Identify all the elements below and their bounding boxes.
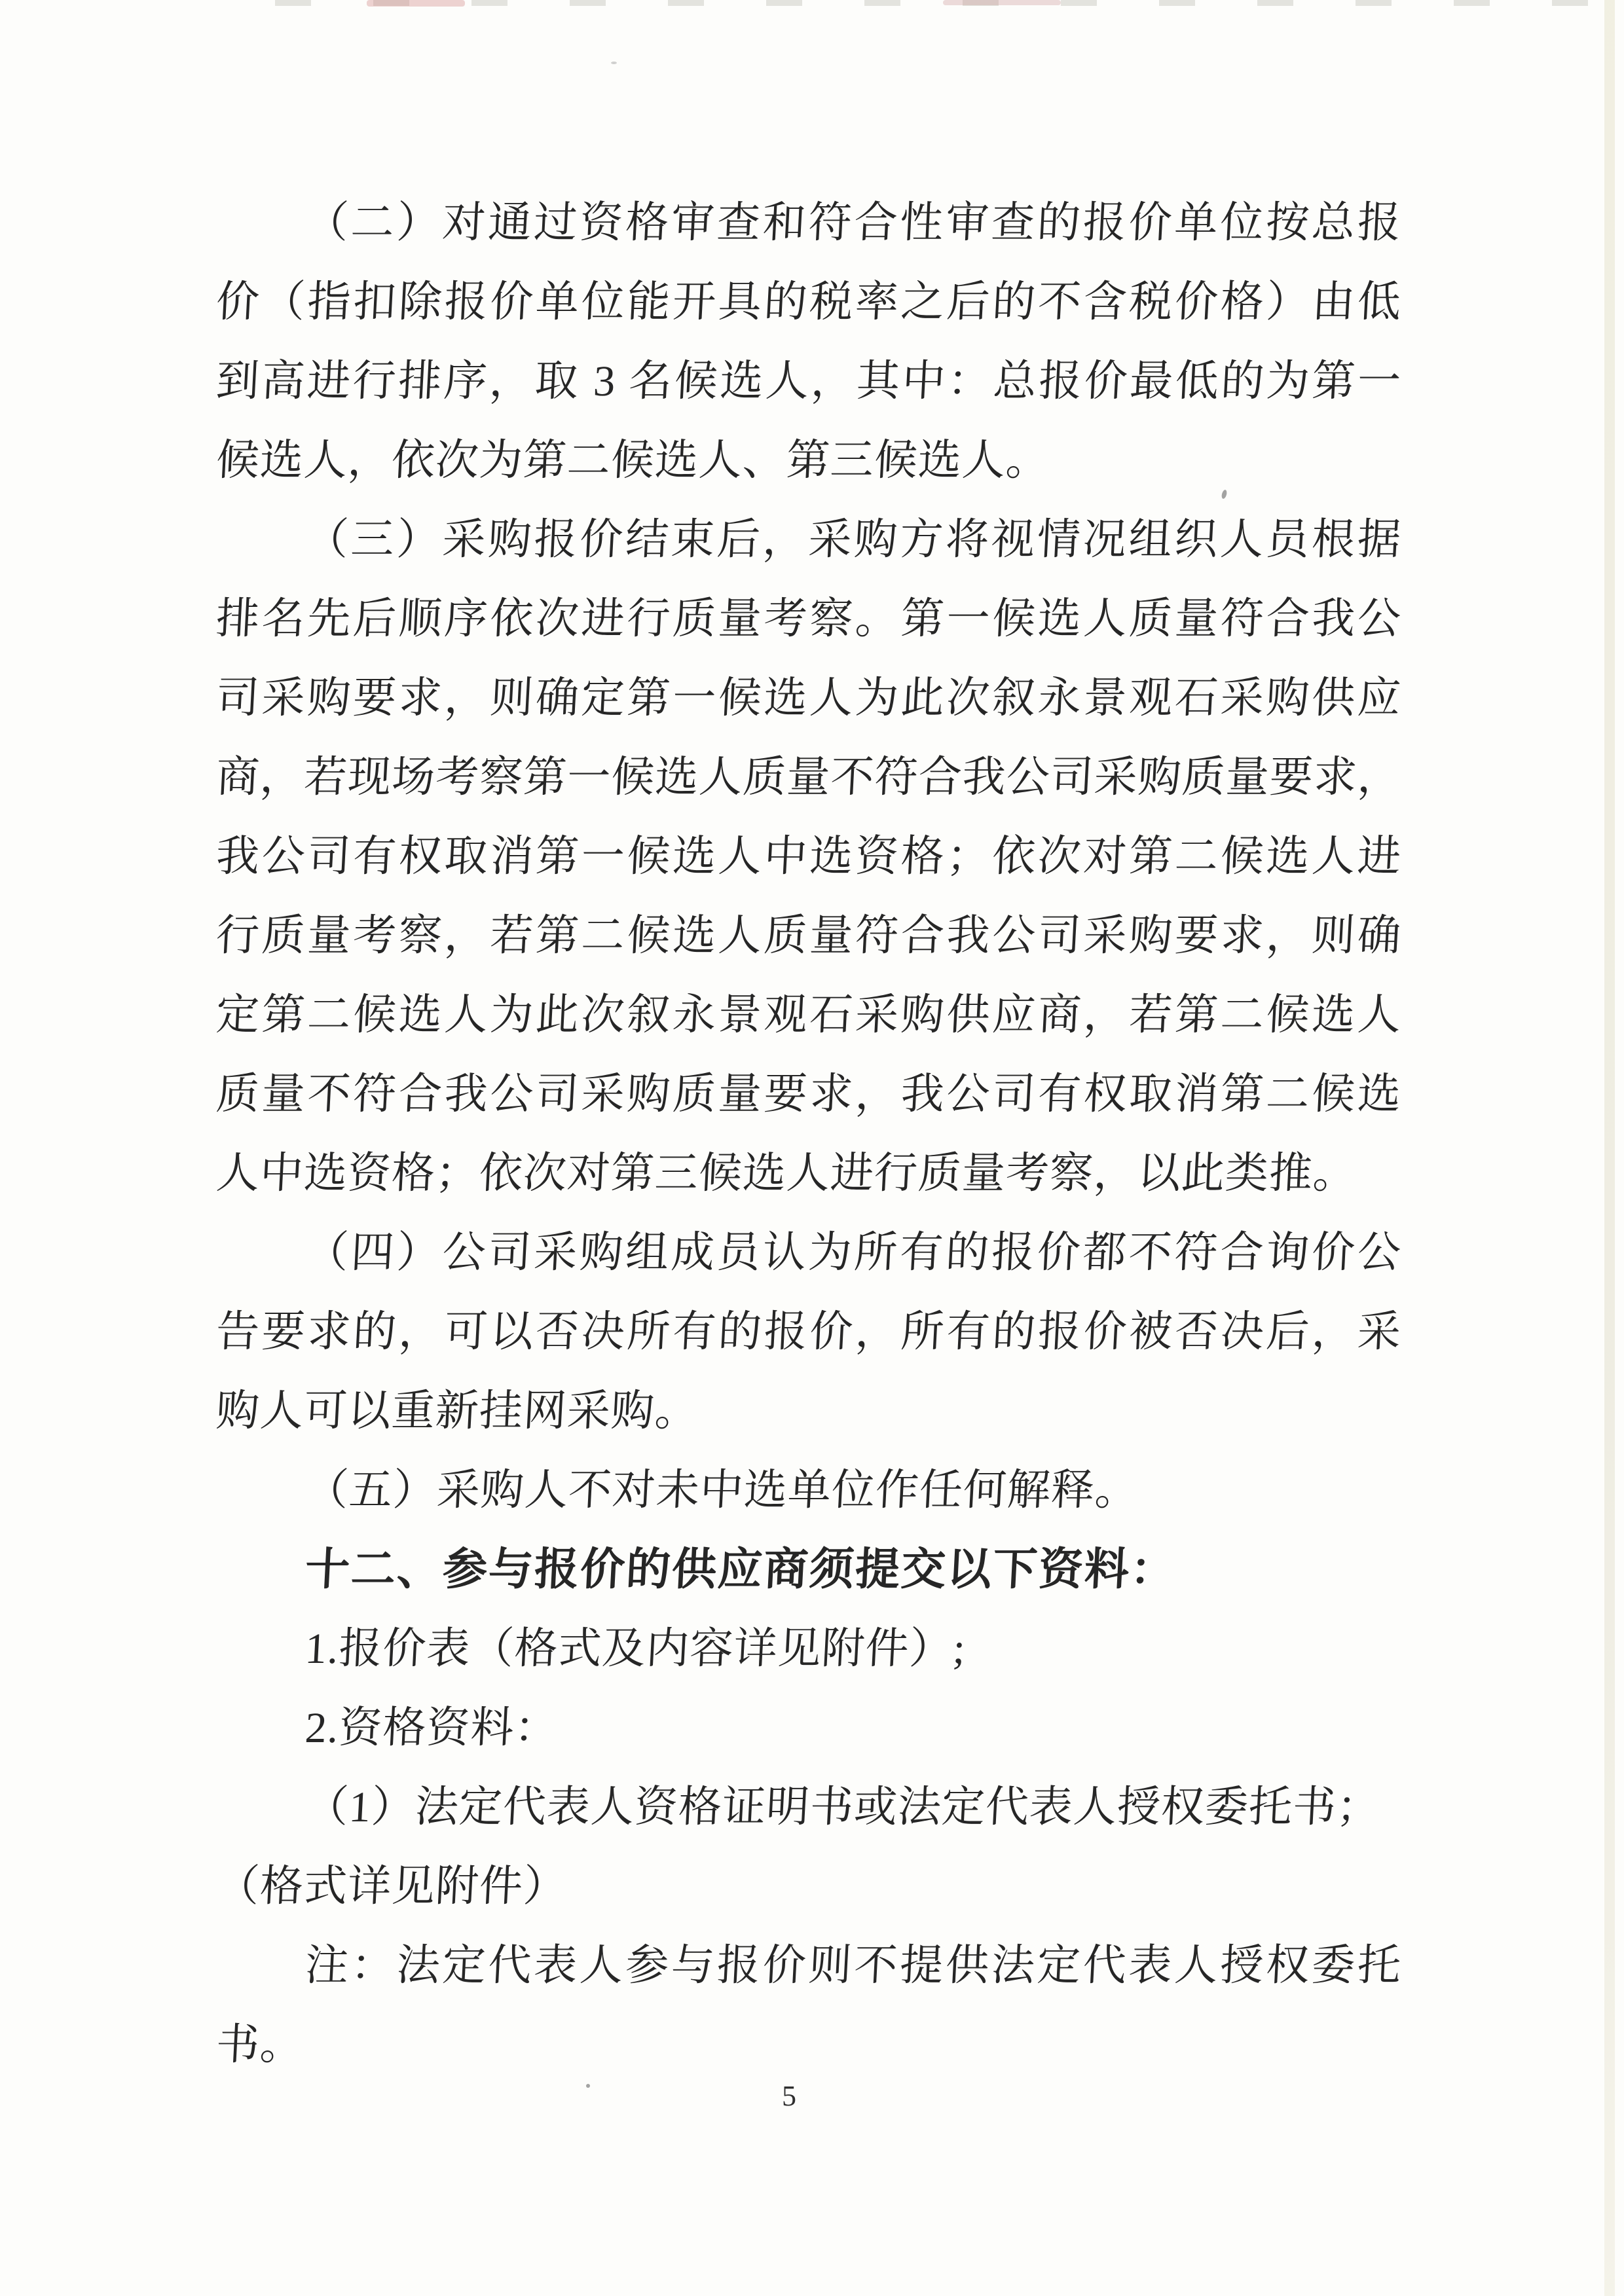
scan-artifact-pink-mark [367, 0, 465, 7]
page-number: 5 [782, 2080, 796, 2112]
text-line: 司采购要求，则确定第一候选人为此次叙永景观石采购供应 [215, 674, 1403, 722]
text-line: 价（指扣除报价单位能开具的税率之后的不含税价格）由低 [215, 278, 1403, 326]
text-line: 购人可以重新挂网采购。 [215, 1387, 700, 1435]
text-line: 告要求的，可以否决所有的报价，所有的报价被否决后，采 [215, 1308, 1403, 1356]
text-line: （四）公司采购组成员认为所有的报价都不符合询价公 [304, 1229, 1403, 1277]
text-line: （五）采购人不对未中选单位作任何解释。 [304, 1467, 1140, 1514]
text-line: 注：法定代表人参与报价则不提供法定代表人授权委托 [304, 1942, 1403, 1990]
text-line: 人中选资格；依次对第三候选人进行质量考察，以此类推。 [215, 1150, 1358, 1197]
text-line: 2.资格资料： [304, 1704, 560, 1752]
text-line: 1.报价表（格式及内容详见附件）; [304, 1625, 967, 1673]
text-line: 商，若现场考察第一候选人质量不符合我公司采购质量要求， [215, 754, 1403, 801]
document-body [216, 183, 1401, 2085]
section-heading-line: 十二、参与报价的供应商须提交以下资料： [304, 1544, 1178, 1594]
text-line: 书。 [215, 2021, 305, 2069]
scan-artifact-pink-mark [943, 0, 1061, 5]
text-line: （三）采购报价结束后，采购方将视情况组织人员根据 [304, 516, 1403, 564]
text-line: （二）对通过资格审查和符合性审查的报价单位按总报 [304, 199, 1403, 247]
text-line: 质量不符合我公司采购质量要求，我公司有权取消第二候选 [215, 1070, 1403, 1118]
text-line: 候选人，依次为第二候选人、第三候选人。 [215, 437, 1051, 484]
text-line: 定第二候选人为此次叙永景观石采购供应商，若第二候选人 [215, 991, 1403, 1039]
text-line: （1）法定代表人资格证明书或法定代表人授权委托书； [304, 1783, 1382, 1831]
text-line: 到高进行排序，取 3 名候选人，其中：总报价最低的为第一 [215, 357, 1403, 405]
text-line: 行质量考察，若第二候选人质量符合我公司采购要求，则确 [215, 912, 1403, 960]
text-line: 排名先后顺序依次进行质量考察。第一候选人质量符合我公 [215, 595, 1403, 643]
text-line: （格式详见附件） [215, 1863, 568, 1910]
scan-artifact-right-edge [1604, 0, 1615, 2296]
text-line: 我公司有权取消第一候选人中选资格；依次对第二候选人进 [215, 833, 1403, 881]
scan-speck [611, 62, 617, 64]
